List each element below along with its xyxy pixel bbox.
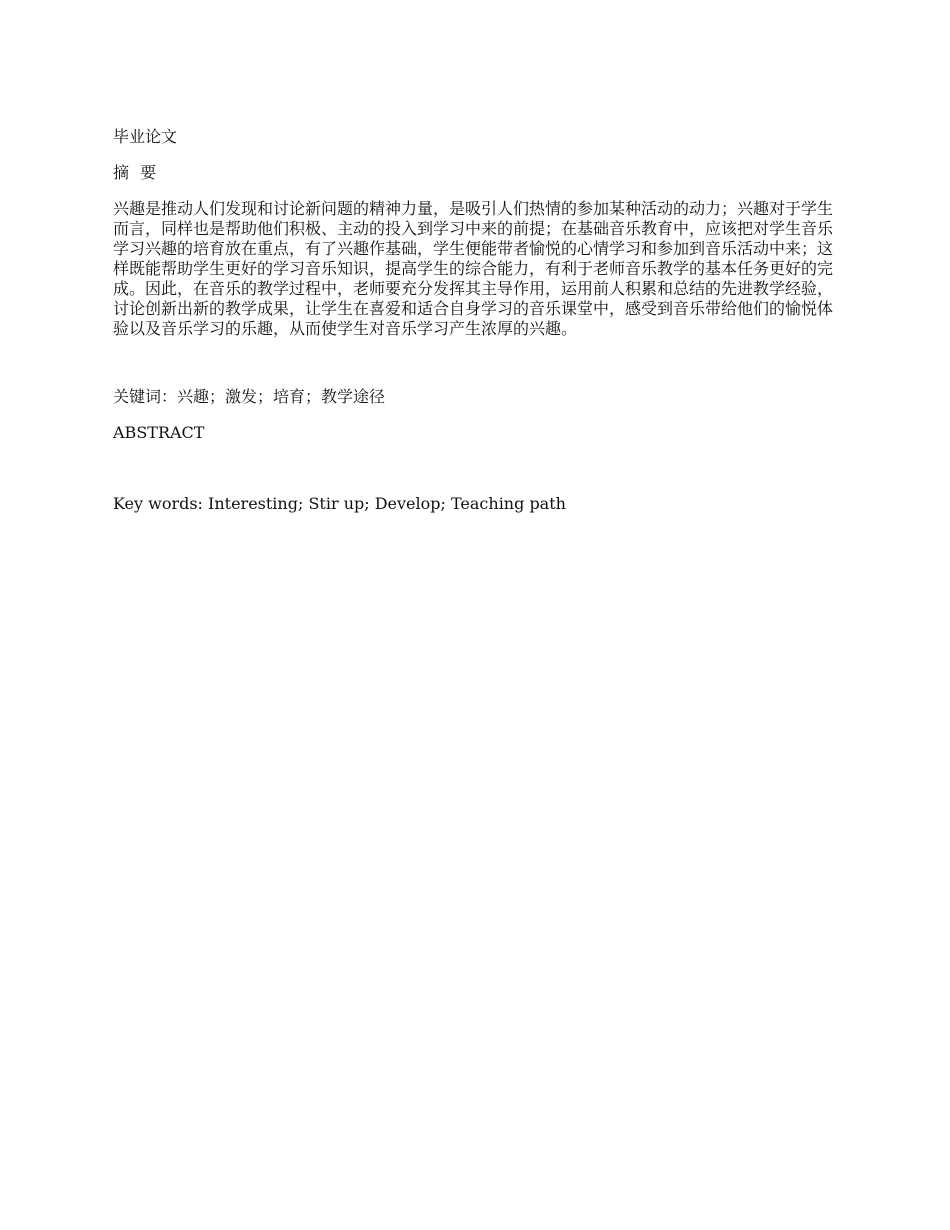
english-abstract-heading: ABSTRACT xyxy=(113,423,205,442)
keywords-english: Key words: Interesting; Stir up; Develop; Teaching path xyxy=(113,494,566,513)
thesis-label: 毕业论文 xyxy=(113,127,178,146)
abstract-paragraph: 兴趣是推动人们发现和讨论新问题的精神力量，是吸引人们热情的参加某种活动的动力；兴趣对于学生而言，同样也是帮助他们积极、主动的投入到学习中来的前提；在基础音乐教育中，应该把对学生音乐学习兴趣的培育放在重点，有了兴趣作基础，学生便能带者愉悦的心情学习和参加到音乐活动中来；这样既能帮助学生更好的学习音乐知识，提高学生的综合能力，有利于老师音乐教学的基本任务更好的完成。因此，在音乐的教学过程中，老师要充分发挥其主导作用，运用前人积累和总结的先进教学经验，讨论创新出新的教学成果，让学生在喜爱和适合自身学习的音乐课堂中，感受到音乐带给他们的愉悦体验以及音乐学习的乐趣，从而使学生对音乐学习产生浓厚的兴趣。 xyxy=(113,199,834,338)
abstract-heading: 摘 要 xyxy=(113,163,160,182)
keywords-chinese: 关键词：兴趣；激发；培育；教学途径 xyxy=(113,387,386,406)
